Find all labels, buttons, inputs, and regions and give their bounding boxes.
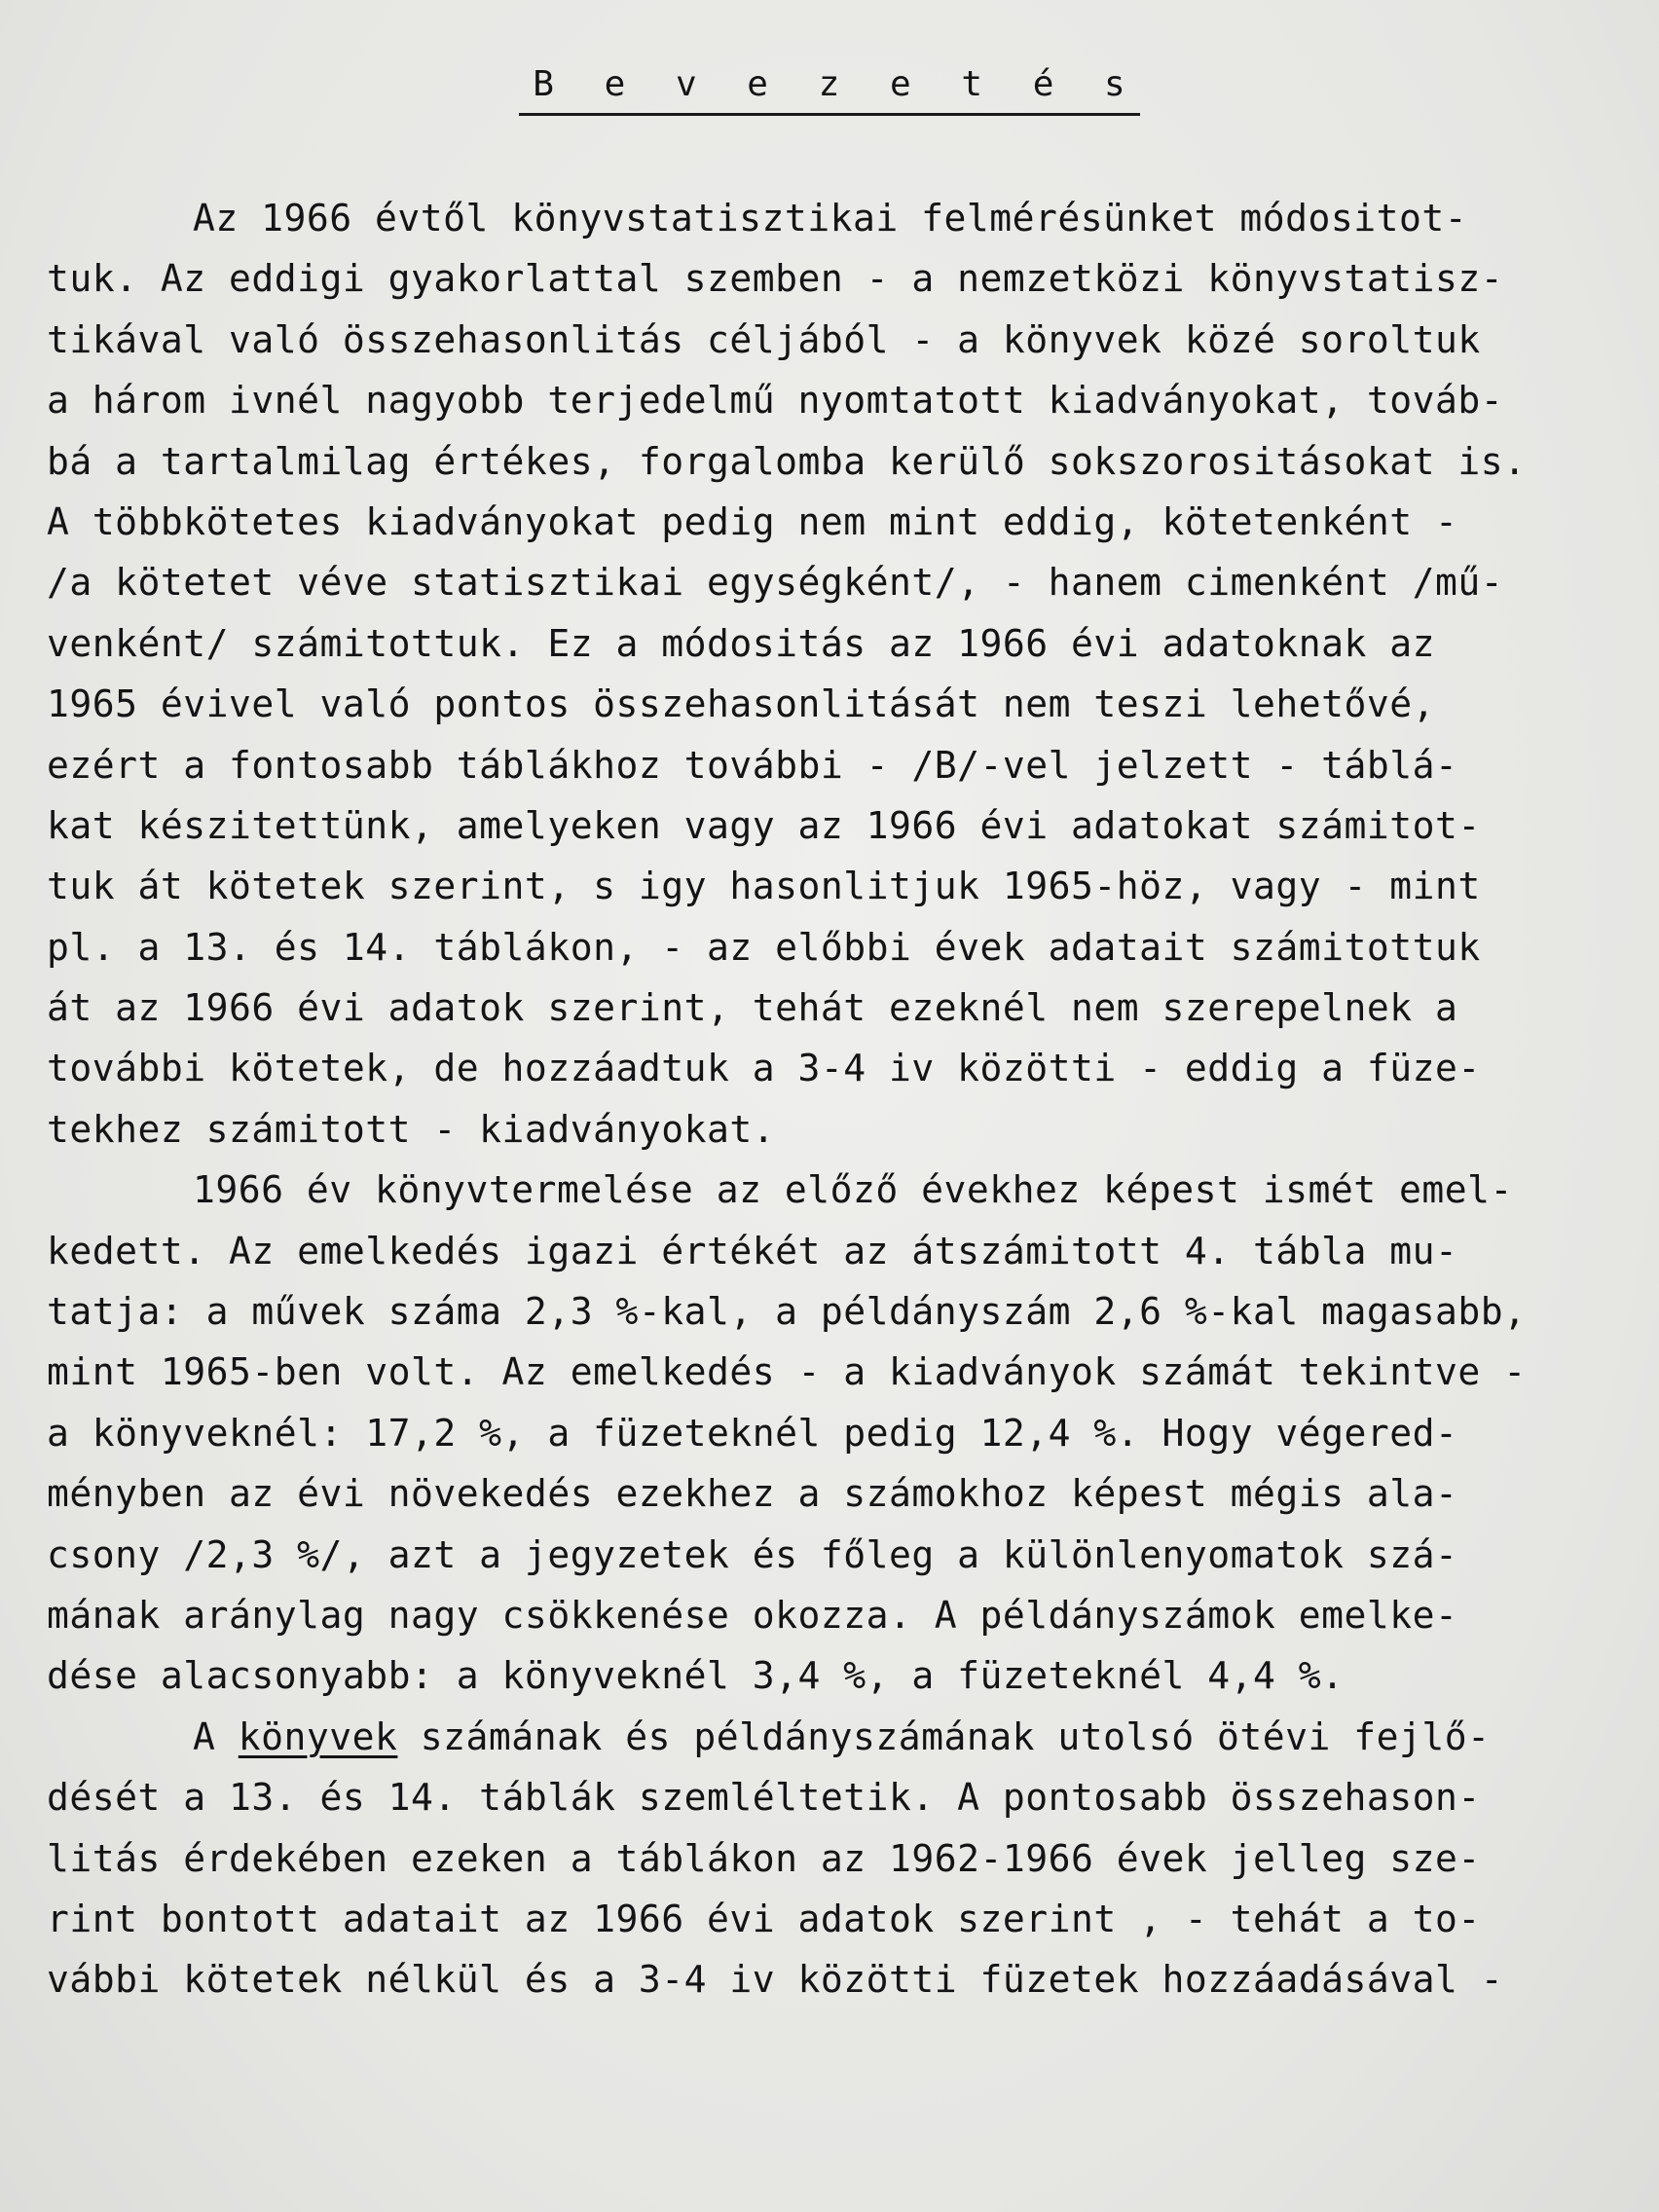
text-line: át az 1966 évi adatok szerint, tehát ezeknél nem szerepelnek a: [47, 986, 1458, 1030]
page-title: [0, 60, 1659, 116]
text-line: tekhez számitott - kiadványokat.: [47, 1107, 776, 1151]
text-line: 1965 évivel való pontos összehasonlitását nem teszi lehetővé,: [47, 682, 1436, 726]
text-line: litás érdekében ezeken a táblákon az 1962-1966 évek jelleg sze-: [47, 1836, 1481, 1880]
text-line: tuk át kötetek szerint, s igy hasonlitjuk 1965-höz, vagy - mint: [47, 865, 1481, 908]
text-line: tikával való összehasonlitás céljából - a könyvek közé soroltuk: [47, 317, 1481, 361]
line-suffix: számának és példányszámának utolsó ötévi fejlő-: [397, 1714, 1491, 1758]
text-line: A többkötetes kiadványokat pedig nem mint eddig, kötetenként -: [47, 499, 1458, 543]
text-line: venként/ számitottuk. Ez a módositás az 1966 évi adatoknak az: [47, 621, 1436, 665]
text-line: dését a 13. és 14. táblák szemléltetik. A pontosabb összehason-: [47, 1776, 1481, 1820]
text-line: mint 1965-ben volt. Az emelkedés - a kiadványok számát tekintve -: [47, 1350, 1527, 1394]
text-line: tuk. Az eddigi gyakorlattal szemben - a nemzetközi könyvstatisz-: [47, 257, 1504, 301]
text-line: a három ivnél nagyobb terjedelmű nyomtatott kiadványokat, továb-: [47, 379, 1504, 423]
text-line: vábbi kötetek nélkül és a 3-4 iv közötti füzetek hozzáadásával -: [47, 1958, 1504, 2002]
text-line: tatja: a művek száma 2,3 %-kal, a példányszám 2,6 %-kal magasabb,: [47, 1290, 1527, 1334]
text-line: ezért a fontosabb táblákhoz további - /B/-vel jelzett - táblá-: [47, 743, 1458, 787]
text-line: ményben az évi növekedés ezekhez a számokhoz képest mégis ala-: [47, 1472, 1458, 1516]
text-line: pl. a 13. és 14. táblákon, - az előbbi évek adatait számitottuk: [47, 925, 1481, 969]
title-text: B e v e z e t é s: [519, 60, 1139, 116]
text-line: a könyveknél: 17,2 %, a füzeteknél pedig 12,4 %. Hogy végered-: [47, 1411, 1458, 1455]
text-line: kedett. Az emelkedés igazi értékét az átszámitott 4. tábla mu-: [47, 1229, 1458, 1272]
text-line: [47, 1707, 1643, 1767]
text-line: további kötetek, de hozzáadtuk a 3-4 iv közötti - eddig a füze-: [47, 1047, 1481, 1090]
text-line: /a kötetet véve statisztikai egységként/, - hanem cimenként /mű-: [47, 561, 1504, 605]
text-line: kat készitettünk, amelyeken vagy az 1966 évi adatokat számitot-: [47, 803, 1481, 847]
text-line: rint bontott adatait az 1966 évi adatok szerint , - tehát a to-: [47, 1897, 1481, 1940]
body-text: [47, 188, 1643, 2010]
text-line: 1966 év könyvtermelése az előző évekhez képest ismét emel-: [193, 1168, 1513, 1212]
text-line: bá a tartalmilag értékes, forgalomba kerülő sokszorositásokat is.: [47, 439, 1527, 483]
text-line: Az 1966 évtől könyvstatisztikai felmérésünket módositot-: [193, 197, 1468, 240]
line-prefix: A: [193, 1714, 239, 1758]
underlined-word: könyvek: [238, 1714, 398, 1758]
text-line: mának aránylag nagy csökkenése okozza. A példányszámok emelke-: [47, 1593, 1458, 1637]
text-line: dése alacsonyabb: a könyveknél 3,4 %, a füzeteknél 4,4 %.: [47, 1654, 1345, 1698]
text-line: csony /2,3 %/, azt a jegyzetek és főleg a különlenyomatok szá-: [47, 1532, 1458, 1576]
